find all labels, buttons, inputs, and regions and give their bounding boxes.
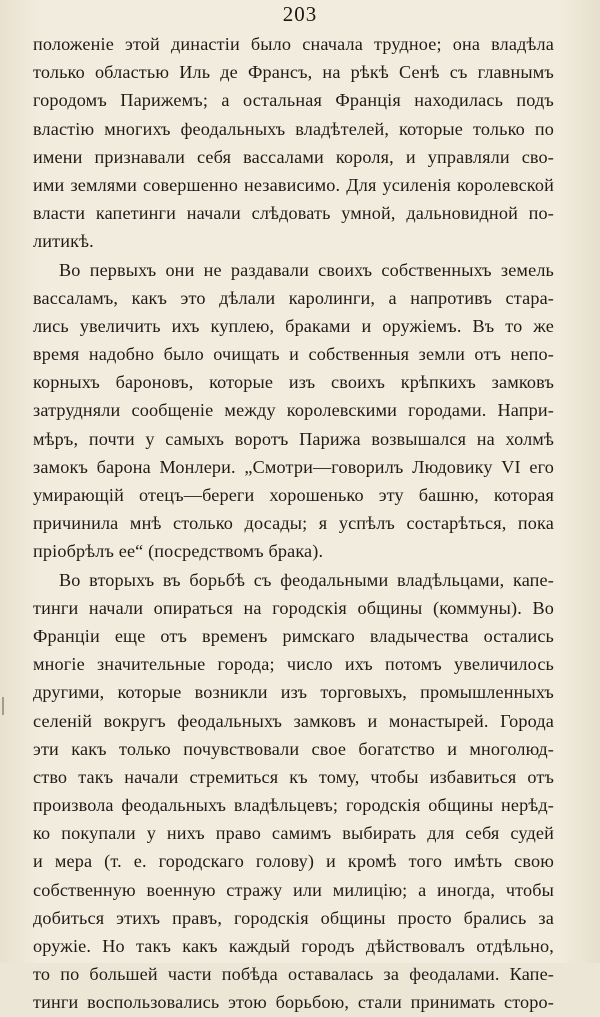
page-number: 203 bbox=[282, 2, 318, 26]
text-line: затрудняли сообщеніе между королевскими городами. Напри- bbox=[33, 400, 554, 421]
text-line: замокъ барона Монлери. „Смотри—говорилъ Людовику VI его bbox=[33, 456, 554, 477]
text-line: корныхъ бароновъ, которые изъ своихъ крѣпкихъ замковъ bbox=[33, 372, 554, 393]
text-line: селеній вокругъ феодальныхъ замковъ и монастырей. Города bbox=[33, 710, 554, 731]
text-line: вассаламъ, какъ это дѣлали каролинги, а напротивъ стара- bbox=[33, 287, 554, 308]
text-line: пріобрѣлъ ее“ (посредствомъ брака). bbox=[33, 541, 324, 562]
text-line: Франціи еще отъ временъ римскаго владычества остались bbox=[33, 625, 554, 646]
text-line: литикѣ. bbox=[33, 231, 94, 252]
text-line: власти капетинги начали слѣдовать умной, дальновидной по- bbox=[33, 203, 554, 224]
text-line: время надобно было очищать и собственныя земли отъ непо- bbox=[33, 344, 554, 365]
margin-mark bbox=[2, 697, 10, 715]
paragraph-start-line: Во вторыхъ въ борьбѣ съ феодальными владѣльцами, капе- bbox=[59, 569, 554, 590]
text-line: произвола феодальныхъ владѣльцевъ; городскія общины нерѣд- bbox=[33, 795, 554, 816]
text-line: умирающій отецъ—береги хорошенько эту башню, которая bbox=[33, 485, 554, 505]
text-line: то по большей части побѣда оставалась за феодалами. Капе- bbox=[33, 964, 554, 985]
text-line: многіе значительные города; число ихъ потомъ увеличилось bbox=[33, 654, 554, 675]
text-line: оружіе. Но такъ какъ каждый городъ дѣйствовалъ отдѣльно, bbox=[33, 936, 554, 956]
paragraph-start-line: Во первыхъ они не раздавали своихъ собственныхъ земель bbox=[59, 259, 554, 280]
text-line: положеніе этой династіи было сначала трудное; она владѣла bbox=[33, 34, 554, 54]
text-line: эти какъ только почувствовали свое богатство и многолюд- bbox=[33, 738, 554, 759]
text-line: ко покупали у нихъ право самимъ выбирать для себя судей bbox=[33, 823, 554, 844]
body-text bbox=[33, 30, 554, 1017]
text-line: добиться этихъ правъ, городскія общины просто брались за bbox=[33, 907, 554, 928]
text-line: другими, которые возникли изъ торговыхъ, промышленныхъ bbox=[33, 682, 554, 703]
text-line: городомъ Парижемъ; а остальная Франція находилась подъ bbox=[33, 90, 554, 111]
text-line: имени признавали себя вассалами короля, и управляли сво- bbox=[33, 146, 554, 167]
text-line: собственную военную стражу или милицію; а иногда, чтобы bbox=[33, 879, 554, 900]
text-line: властію многихъ феодальныхъ владѣтелей, которые только по bbox=[33, 118, 554, 139]
text-line: и мера (т. е. городскаго голову) и кромѣ того имѣть свою bbox=[33, 851, 554, 872]
text-line: лись увеличить ихъ куплею, браками и оружіемъ. Въ то же bbox=[33, 315, 554, 336]
text-line: только областью Иль де Франсъ, на рѣкѣ Сенѣ съ главнымъ bbox=[33, 62, 554, 83]
text-line: причинила мнѣ столько досады; я успѣлъ состарѣться, пока bbox=[33, 513, 554, 534]
text-line: тинги начали опираться на городскія общины (коммуны). Во bbox=[33, 597, 554, 618]
text-line: тинги воспользовались этою борьбою, стали принимать сторо- bbox=[33, 992, 554, 1013]
text-line: мѣръ, почти у самыхъ воротъ Парижа возвышался на холмѣ bbox=[33, 428, 554, 449]
text-line: ство такъ начали стремиться къ тому, чтобы избавиться отъ bbox=[33, 766, 554, 787]
text-line: ими землями совершенно независимо. Для усиленія королевской bbox=[33, 174, 554, 195]
